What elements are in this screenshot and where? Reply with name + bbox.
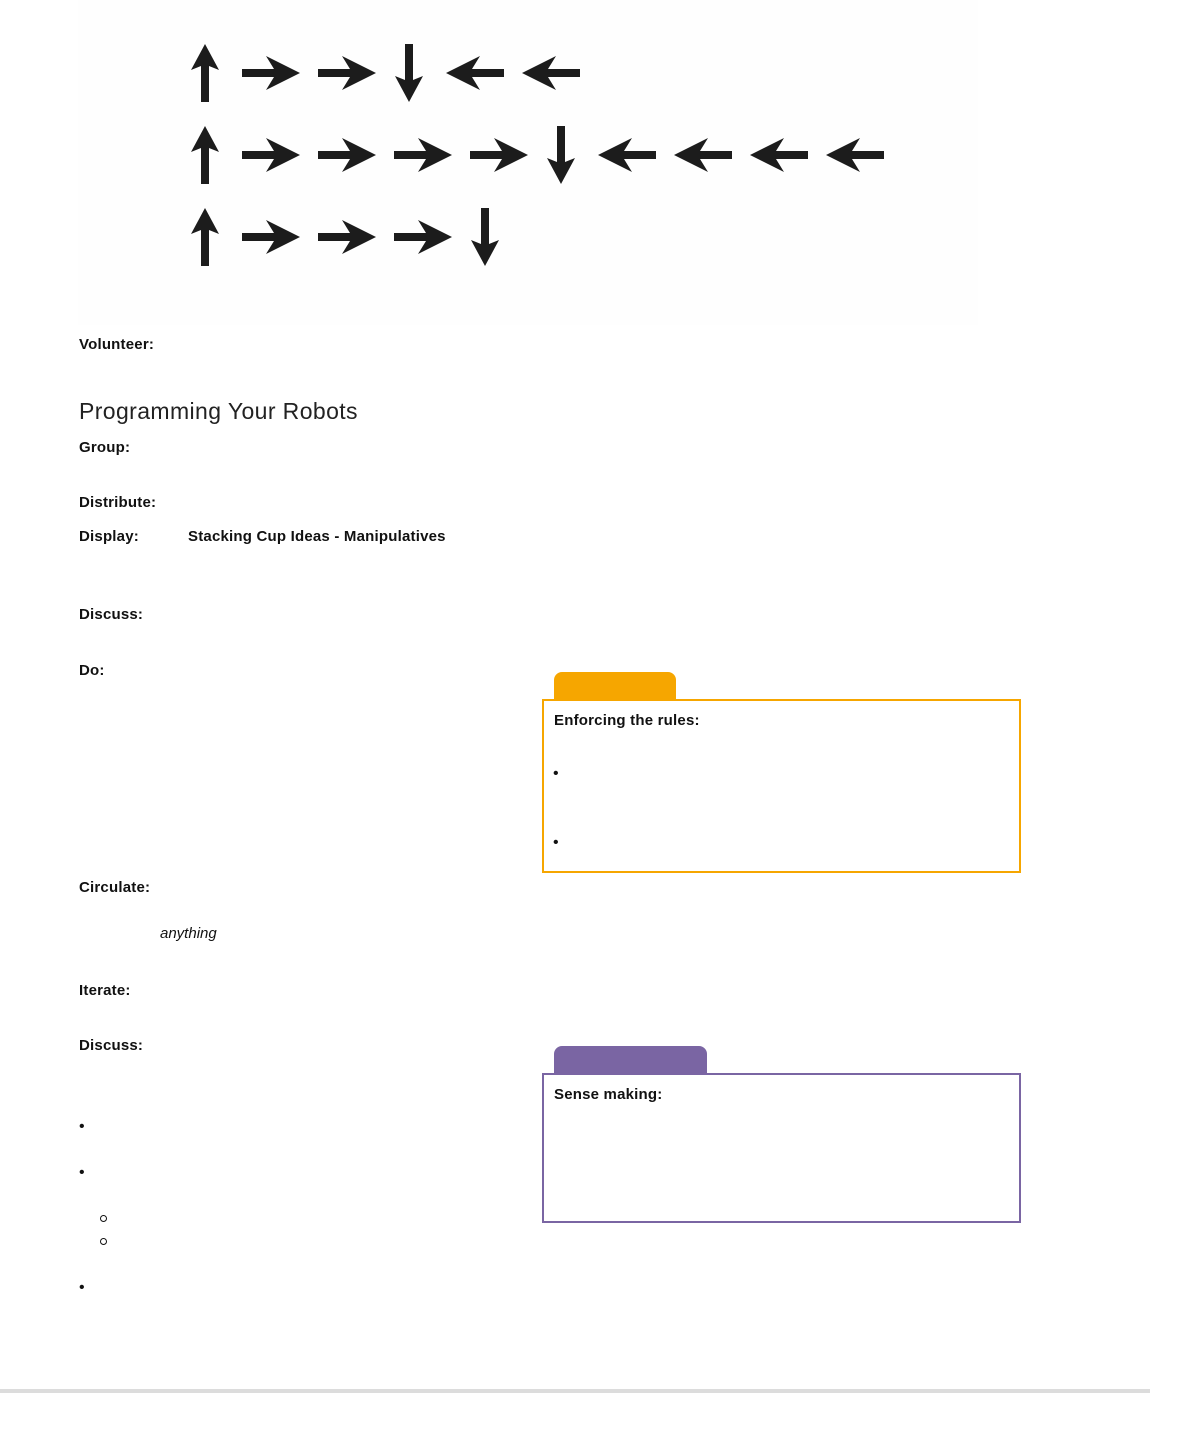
circulate-label: Circulate:	[79, 879, 151, 896]
arrow-right-icon	[316, 42, 378, 104]
arrow-right-icon	[240, 124, 302, 186]
arrow-right-icon	[316, 124, 378, 186]
discussion-bullet: •	[79, 1118, 85, 1135]
callout-rules-bullet: •	[553, 834, 559, 851]
discuss-label-second: Discuss:	[79, 1037, 144, 1054]
arrow-left-icon	[596, 124, 658, 186]
distribute-label: Distribute:	[79, 494, 157, 511]
iterate-label: Iterate:	[79, 982, 131, 999]
callout-box-sense	[542, 1073, 1021, 1223]
callout-sense-heading: Sense making:	[554, 1086, 663, 1103]
callout-tab-rules	[554, 672, 676, 702]
display-value: Stacking Cup Ideas - Manipulatives	[188, 528, 446, 545]
arrow-right-icon	[392, 124, 454, 186]
volunteer-label: Volunteer:	[79, 336, 155, 353]
callout-box-rules	[542, 699, 1021, 873]
arrow-left-icon	[748, 124, 810, 186]
arrow-right-icon	[468, 124, 530, 186]
arrow-right-icon	[392, 206, 454, 268]
do-label: Do:	[79, 662, 105, 679]
footer-divider	[0, 1389, 1150, 1393]
arrow-left-icon	[444, 42, 506, 104]
arrow-left-icon	[520, 42, 582, 104]
arrow-right-icon	[240, 42, 302, 104]
arrow-up-icon	[188, 206, 222, 268]
discussion-bullet: •	[79, 1164, 85, 1181]
callout-rules-heading: Enforcing the rules:	[554, 712, 700, 729]
arrow-left-icon	[824, 124, 886, 186]
arrow-up-icon	[188, 42, 222, 104]
callout-rules-bullet: •	[553, 765, 559, 782]
discuss-label-first: Discuss:	[79, 606, 144, 623]
arrow-down-icon	[392, 42, 426, 104]
callout-tab-sense	[554, 1046, 707, 1076]
arrow-right-icon	[240, 206, 302, 268]
discussion-sub-bullet	[100, 1215, 107, 1222]
arrow-down-icon	[544, 124, 578, 186]
discussion-bullet: •	[79, 1279, 85, 1296]
group-label: Group:	[79, 439, 131, 456]
display-label: Display:	[79, 528, 139, 545]
discussion-sub-bullet	[100, 1238, 107, 1245]
arrow-right-icon	[316, 206, 378, 268]
arrow-up-icon	[188, 124, 222, 186]
circulate-note: anything	[160, 925, 217, 942]
arrow-left-icon	[672, 124, 734, 186]
section-title: Programming Your Robots	[79, 398, 358, 424]
arrow-down-icon	[468, 206, 502, 268]
arrow-sequence-illustration	[78, 0, 978, 325]
